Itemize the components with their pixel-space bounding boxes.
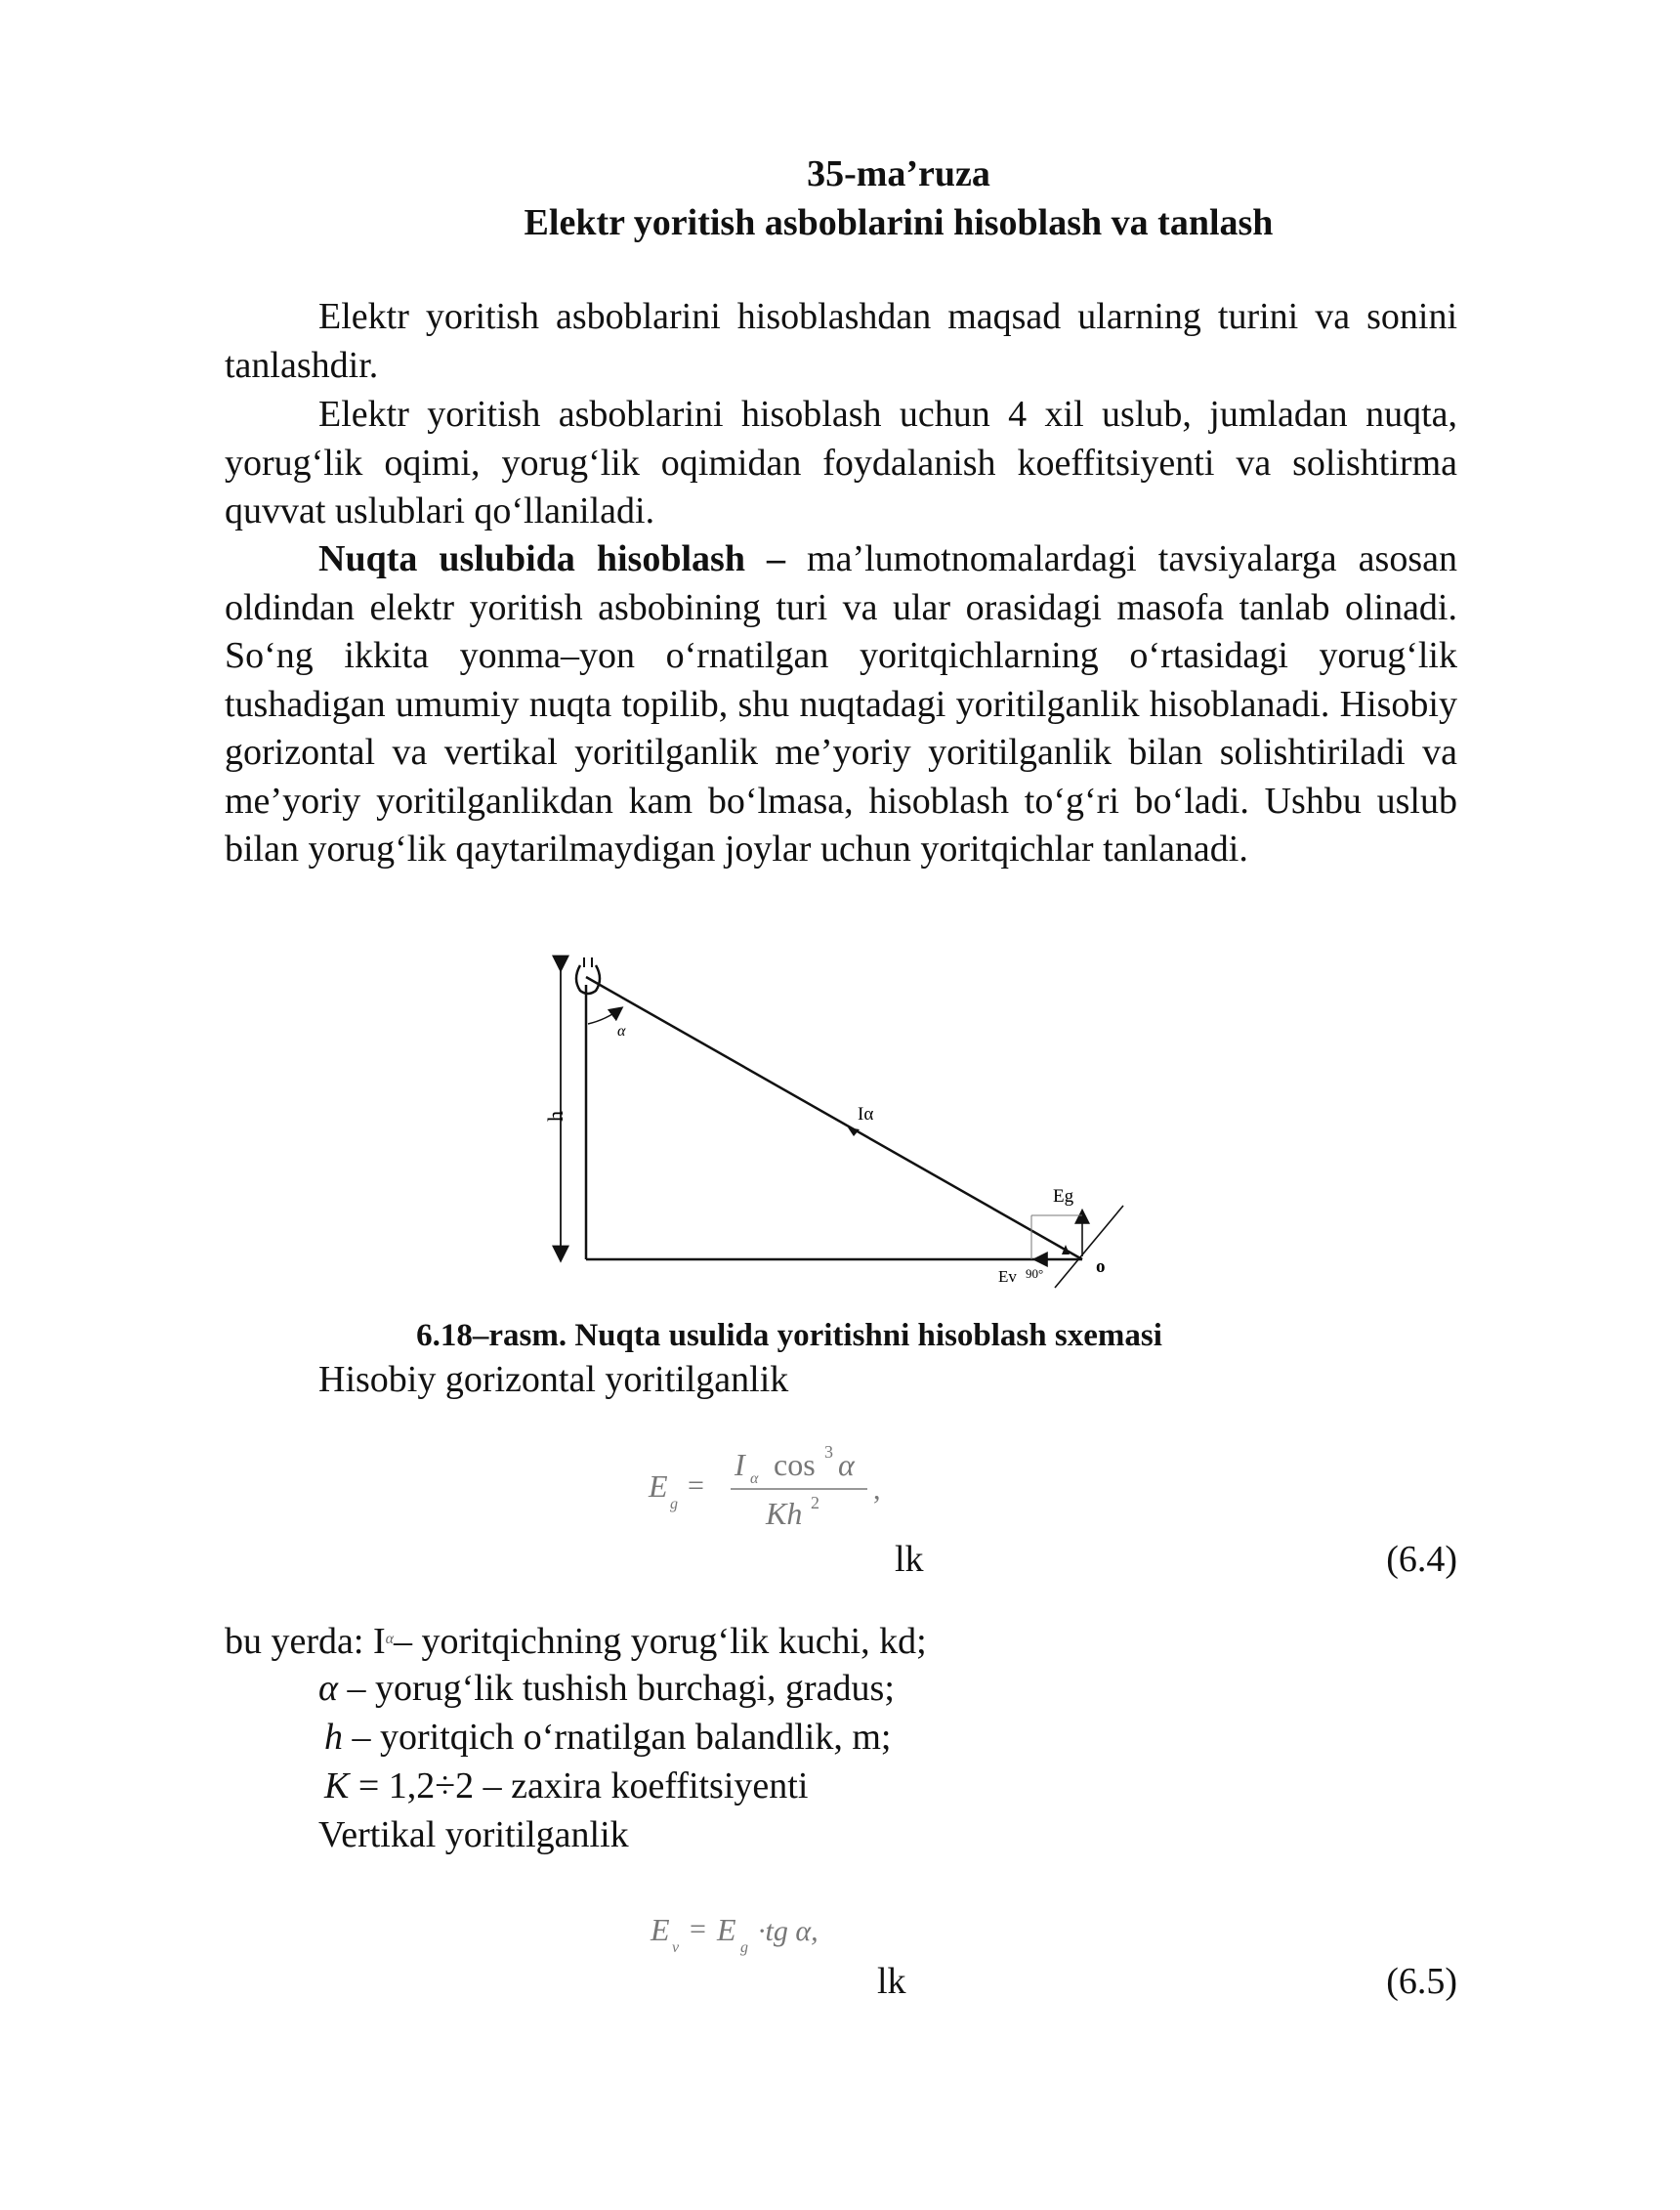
denominator: Kh <box>766 1496 803 1531</box>
formula1-number: (6.4) <box>1386 1539 1457 1580</box>
definition-i-subscript: α <box>385 1631 395 1647</box>
paragraph-3-text: ma’lumotnomalardagi tavsiyalarga asosan oldindan elektr yoritish asbobining turi va ular orasidagi masofa tanlab olinadi. So‘ng ikkita yonma–yon o‘rnatilgan yoritqichlarning o‘rtasidagi yorug‘lik tushadigan umumiy nuqta topilib, shu nuqtadagi yoritilganlik hisoblanadi. Hisobiy gorizontal va vertikal yoritilganlik me’yoriy yoritilganlik bilan solishtiriladi va me’yoriy yoritilganlikdan kam bo‘lmasa, hisoblash to‘g‘ri bo‘ladi. Ushbu uslub bilan yorug‘lik qaytarilmaydigan joylar uchun yoritqichlar tanlanadi. <box>225 538 1457 870</box>
definition-i <box>225 1616 927 1665</box>
point-method-diagram <box>543 956 1153 1307</box>
denominator-exponent: 2 <box>811 1493 819 1512</box>
eg-subscript-2: g <box>740 1939 748 1956</box>
i-symbol: I <box>735 1447 745 1482</box>
paragraph-1-text: Elektr yoritish asboblarini hisoblashdan maqsad ularning turini va sonini tanlashdir. <box>225 296 1457 386</box>
definition-alpha-text: – yorug‘lik tushish burchagi, gradus; <box>337 1668 895 1709</box>
paragraph-3-bold-lead: Nuqta uslubida hisoblash <box>318 538 745 579</box>
formula2-intro: Vertikal yoritilganlik <box>318 1814 629 1855</box>
alpha-arc <box>588 1008 621 1024</box>
figure-caption: 6.18–rasm. Nuqta usulida yoritishni hisoblash sxemasi <box>416 1318 1162 1353</box>
cos-exponent: 3 <box>824 1442 833 1462</box>
equals-sign: = <box>688 1469 704 1502</box>
paragraph-2 <box>225 391 1457 536</box>
ev-subscript: v <box>672 1939 680 1956</box>
intensity-label: Iα <box>858 1104 874 1125</box>
definition-h-text: – yoritqich o‘rnatilgan balandlik, m; <box>343 1717 892 1758</box>
paragraph-3-dash: – <box>744 538 808 579</box>
definition-alpha <box>318 1665 895 1712</box>
i-subscript: α <box>750 1470 759 1487</box>
formula-6-5 <box>647 1901 901 1960</box>
height-label: h <box>543 1111 567 1122</box>
definition-k-text: = 1,2÷2 – zaxira koeffitsiyenti <box>349 1765 809 1806</box>
alpha-symbol: α <box>838 1447 855 1482</box>
equals-sign-2: = <box>690 1913 706 1945</box>
eg-subscript: g <box>670 1496 678 1512</box>
formula-6-4 <box>645 1434 899 1534</box>
eg-symbol-2: E <box>717 1912 736 1947</box>
formula1-unit: lk <box>895 1539 924 1580</box>
lamp-icon <box>576 957 600 994</box>
paragraph-2-text: Elektr yoritish asboblarini hisoblash uchun 4 xil uslub, jumladan nuqta, yorug‘lik oqimi, yorug‘lik oqimidan foydalanish koeffitsiyenti va solishtirma quvvat uslublari qo‘llaniladi. <box>225 394 1457 531</box>
formula2-number: (6.5) <box>1386 1961 1457 2002</box>
definition-i-intro: bu yerda: I <box>225 1621 386 1662</box>
ev-symbol: E <box>651 1912 670 1947</box>
light-ray <box>586 977 1082 1259</box>
lecture-title: Elektr yoritish asboblarini hisoblash va tanlash <box>524 202 1274 243</box>
definition-k <box>324 1763 808 1809</box>
eg-label: Eg <box>1053 1186 1074 1207</box>
cos-text: cos <box>774 1447 816 1482</box>
angle90-label: 90° <box>1026 1266 1044 1281</box>
formula-comma: , <box>873 1473 881 1506</box>
paragraph-3 <box>225 535 1457 874</box>
definition-h <box>324 1714 891 1761</box>
tg-alpha: ·tg α, <box>758 1915 819 1947</box>
definition-alpha-symbol: α <box>318 1668 338 1709</box>
definition-i-text: – yoritqichning yorug‘lik kuchi, kd; <box>394 1621 927 1662</box>
lecture-number: 35-ma’ruza <box>807 153 990 194</box>
definition-k-symbol: K <box>324 1765 350 1806</box>
formula1-intro: Hisobiy gorizontal yoritilganlik <box>318 1359 789 1400</box>
formula2-unit: lk <box>877 1961 906 2002</box>
definition-h-symbol: h <box>324 1717 343 1758</box>
alpha-label: α <box>617 1023 626 1040</box>
ev-label: Ev <box>998 1267 1017 1286</box>
eg-symbol: E <box>649 1468 668 1504</box>
paragraph-1 <box>225 293 1457 390</box>
point-label: o <box>1096 1256 1106 1277</box>
